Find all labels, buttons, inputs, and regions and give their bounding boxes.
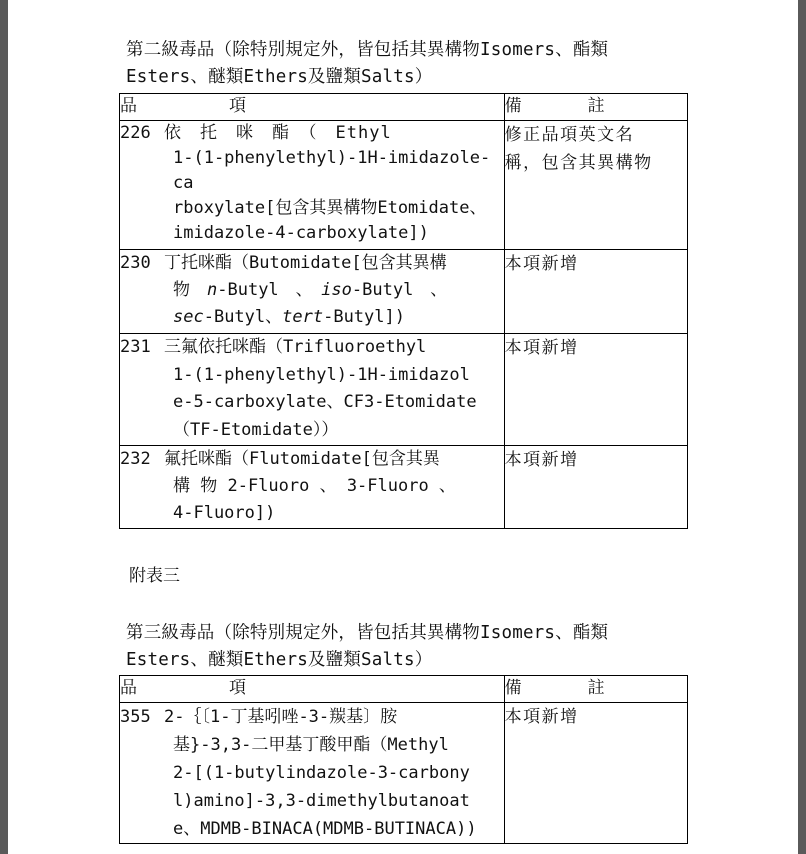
note-cell-230 — [504, 250, 687, 334]
item-number: 231 — [120, 337, 151, 357]
table-header-row — [120, 94, 688, 121]
item-text-line — [120, 277, 504, 304]
item-text-line: 氟托咪酯（Flutomidate[包含其異 — [164, 449, 440, 469]
note-text-line: 修正品項英文名 — [504, 125, 635, 145]
table-row — [120, 250, 688, 334]
item-cell-231 — [120, 334, 505, 446]
header-note — [504, 676, 687, 703]
document-page — [8, 0, 798, 854]
header-item-char1: 品 — [120, 96, 137, 116]
item-text-line: l)amino]-3,3-dimethylbutanoat — [173, 791, 470, 811]
note-text-line: 稱，包含其異構物 — [504, 153, 653, 173]
item-text-line: imidazole-4-carboxylate]) — [173, 223, 429, 243]
section3-table — [119, 675, 688, 844]
item-text-line: （TF-Etomidate）） — [173, 419, 339, 440]
note-text-line: 本項新增 — [504, 450, 579, 470]
header-note-char1: 備 — [504, 678, 522, 698]
item-cell-226 — [120, 121, 505, 250]
section2-heading-line1: 第二級毒品（除特別規定外，皆包括其異構物Isomers、酯類 — [126, 40, 609, 60]
item-text-fragment: -Butyl 、 — [351, 280, 448, 300]
note-text-line: 本項新增 — [504, 338, 579, 358]
item-text-italic: n — [207, 280, 218, 300]
item-number: 230 — [120, 253, 151, 273]
item-text-line: 2-[(1-butylindazole-3-carbony — [173, 763, 470, 783]
section2-table — [119, 93, 688, 529]
item-text-line: 丁托咪酯（Butomidate[包含其異構 — [164, 253, 447, 273]
section3-heading-line2: Esters、醚類Ethers及鹽類Salts） — [126, 650, 433, 670]
table-header-row — [120, 676, 688, 703]
note-text-line: 本項新增 — [504, 707, 579, 727]
table-row — [120, 121, 688, 250]
header-item — [120, 676, 505, 703]
header-item — [120, 94, 505, 121]
item-text-line: 基}-3,3-二甲基丁酸甲酯（Methyl — [173, 735, 449, 755]
item-text-fragment: -Butyl]) — [323, 307, 405, 327]
item-text-line: 2-｛〔1-丁基吲唑-3-羰基〕胺 — [164, 707, 398, 727]
header-note-char2: 註 — [587, 96, 605, 116]
section3-heading-line1: 第三級毒品（除特別規定外，皆包括其異構物Isomers、酯類 — [126, 623, 609, 643]
item-text-line: e-5-carboxylate、CF3-Etomidate — [173, 392, 477, 412]
header-note-char2: 註 — [587, 678, 605, 698]
item-text-line: 1-(1-phenylethyl)-1H-imidazol — [173, 364, 470, 385]
item-text-italic: sec — [173, 307, 204, 327]
window-edge-left — [0, 0, 8, 854]
header-item-char2: 項 — [229, 96, 246, 116]
item-text-italic: tert — [282, 307, 324, 327]
header-item-char1: 品 — [120, 678, 137, 698]
item-text-line: e、MDMB-BINACA(MDMB-BUTINACA)) — [173, 819, 477, 839]
note-cell-231 — [504, 334, 687, 446]
header-item-char2: 項 — [229, 678, 246, 698]
table-row — [120, 446, 688, 529]
item-text-fragment: 物 — [173, 280, 207, 300]
item-text-line: 依 托 咪 酯 （ Ethyl — [164, 123, 392, 143]
item-text-line — [120, 304, 504, 331]
item-number: 232 — [120, 449, 151, 469]
appendix-title: 附表三 — [129, 566, 180, 586]
item-number: 226 — [120, 123, 151, 143]
item-text-line: 4-Fluoro]) — [173, 503, 276, 523]
item-cell-355 — [120, 703, 505, 844]
note-cell-355 — [504, 703, 687, 844]
item-cell-232 — [120, 446, 505, 529]
note-text-line: 本項新增 — [504, 254, 579, 274]
item-number: 355 — [120, 707, 151, 727]
item-cell-230 — [120, 250, 505, 334]
section3-heading — [126, 620, 696, 674]
header-note-char1: 備 — [504, 96, 522, 116]
window-edge-right — [798, 0, 806, 854]
item-text-line: 三氟依托咪酯（Trifluoroethyl — [164, 337, 427, 357]
item-text-line: rboxylate[包含其異構物Etomidate、 — [173, 198, 487, 218]
item-text-line: 1-(1-phenylethyl)-1H-imidazole-ca — [173, 148, 491, 193]
item-text-line: 構 物 2-Fluoro 、 3-Fluoro 、 — [173, 476, 456, 496]
item-text-fragment: -Butyl 、 — [217, 280, 322, 300]
item-text-fragment: -Butyl、 — [203, 307, 283, 327]
item-text-italic: iso — [321, 280, 352, 300]
note-cell-232 — [504, 446, 687, 529]
table-row — [120, 703, 688, 844]
note-cell-226 — [504, 121, 687, 250]
table-row — [120, 334, 688, 446]
header-note — [504, 94, 687, 121]
section2-heading-line2: Esters、醚類Ethers及鹽類Salts） — [126, 67, 433, 87]
section2-heading — [126, 37, 696, 91]
